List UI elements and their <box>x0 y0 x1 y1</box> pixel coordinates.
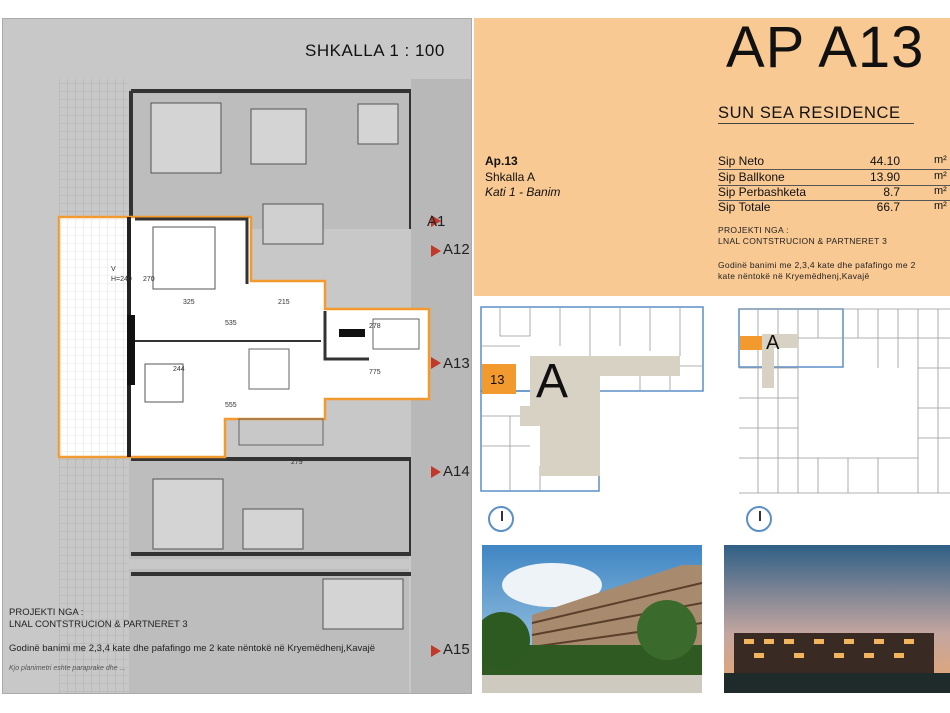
area-label: Sip Neto <box>718 154 765 168</box>
area-label: Sip Perbashketa <box>718 185 807 199</box>
plan-building-desc: Godinë banimi me 2,3,4 kate dhe pafafingo me 2 kate nëntokë në Kryemëdhenj,Kavajë <box>9 643 375 654</box>
dim-label: 555 <box>225 402 237 409</box>
north-compass-icon <box>488 506 514 532</box>
key-block-letter: A <box>536 355 569 408</box>
area-unit: m² <box>934 200 947 212</box>
dim-label: 270 <box>143 276 155 283</box>
area-row-neto <box>718 154 950 169</box>
key-plan-right <box>738 308 950 494</box>
dim-label: 325 <box>183 299 195 306</box>
dim-label: 278 <box>369 323 381 330</box>
dim-label: 279 <box>291 459 303 466</box>
area-row-perbashketa <box>718 185 950 200</box>
north-compass-icon <box>746 506 772 532</box>
dim-label: 535 <box>225 320 237 327</box>
apartment-code: Ap.13 <box>485 154 518 168</box>
residence-name: SUN SEA RESIDENCE <box>718 104 901 122</box>
stair-label-a13: A13 <box>443 355 470 372</box>
floor-plan-drawing <box>3 19 472 694</box>
area-unit: m² <box>934 154 947 166</box>
area-unit: m² <box>934 185 947 197</box>
area-value: 44.10 <box>869 154 900 168</box>
floor-name: Kati 1 - Banim <box>485 185 561 199</box>
area-row-totale <box>718 200 950 215</box>
apartment-title: AP A13 <box>726 18 925 80</box>
area-unit: m² <box>934 170 947 182</box>
stair-label-a1: A1 <box>427 213 446 230</box>
residence-underline <box>718 123 914 124</box>
dim-label: 775 <box>369 369 381 376</box>
area-value: 13.90 <box>869 170 900 184</box>
dim-label: 215 <box>278 299 290 306</box>
stair-label-a12: A12 <box>443 241 470 258</box>
area-label: Sip Ballkone <box>718 170 785 184</box>
area-label: Sip Totale <box>718 200 771 214</box>
dim-label: V <box>111 266 116 273</box>
stair-label-a14: A14 <box>443 463 470 480</box>
area-value: 66.7 <box>876 200 900 214</box>
exterior-render-dusk <box>724 545 950 693</box>
key-plan-left-drawing <box>480 306 704 492</box>
building-desc-line1: Godinë banimi me 2,3,4 kate dhe pafafingo me 2 <box>718 260 916 270</box>
stair-name: Shkalla A <box>485 170 536 184</box>
stair-label-a15: A15 <box>443 641 470 658</box>
dim-label: 244 <box>173 366 185 373</box>
key-plan-left <box>480 306 704 492</box>
plan-project-name: LNAL CONTSTRUCION & PARTNERET 3 <box>9 619 188 630</box>
project-heading: PROJEKTI NGA : <box>718 225 789 235</box>
area-value: 8.7 <box>883 185 900 199</box>
scale-label: SHKALLA 1 : 100 <box>305 41 445 60</box>
exterior-render-day <box>482 545 702 693</box>
area-row-ballkone <box>718 170 950 185</box>
building-desc-line2: kate nëntokë në Kryemëdhenj,Kavajë <box>718 271 870 281</box>
key-block-letter: A <box>766 332 780 354</box>
key-unit-number: 13 <box>490 372 505 387</box>
dim-label: H=240 <box>111 276 132 283</box>
apartment-info-panel <box>474 18 950 296</box>
plan-project-heading: PROJEKTI NGA : <box>9 607 84 618</box>
plan-disclaimer: Kjo planimetri eshte paraprake dhe ... <box>9 665 126 672</box>
floor-plan <box>2 18 472 694</box>
project-name: LNAL CONTSTRUCION & PARTNERET 3 <box>718 236 888 246</box>
